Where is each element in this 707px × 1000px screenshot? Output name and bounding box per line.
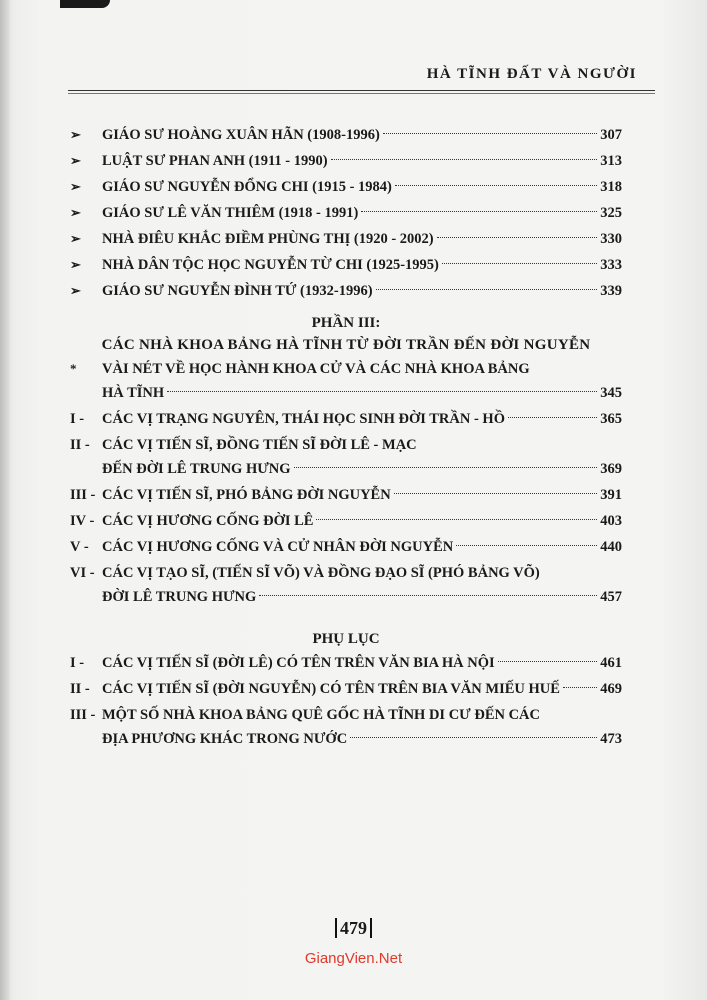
roman-marker: IV - bbox=[70, 513, 95, 529]
toc-entry-text: CÁC VỊ TIẾN SĨ (ĐỜI NGUYỄN) CÓ TÊN TRÊN BIA VĂN MIẾU HUẾ bbox=[102, 681, 560, 697]
toc-entry-vi-line1 bbox=[70, 560, 622, 584]
toc-entry-ii-line2 bbox=[70, 456, 622, 482]
dot-leader bbox=[316, 519, 597, 520]
page-number-value: 479 bbox=[335, 918, 372, 938]
dot-leader bbox=[294, 467, 598, 468]
toc-entry-text: CÁC VỊ TIẾN SĨ, ĐỒNG TIẾN SĨ ĐỜI LÊ - MẠC bbox=[102, 437, 417, 453]
toc-entry-text: CÁC VỊ TIẾN SĨ, PHÓ BẢNG ĐỜI NGUYỄN bbox=[102, 487, 391, 503]
toc-page-number: 369 bbox=[600, 461, 622, 477]
toc-page-number: 469 bbox=[600, 681, 622, 697]
toc-entry-text: NHÀ ĐIÊU KHẮC ĐIỀM PHÙNG THỊ (1920 - 2002) bbox=[102, 231, 434, 247]
roman-marker: II - bbox=[70, 437, 90, 453]
appendix-entry-ii bbox=[70, 676, 622, 702]
toc-entry-ii-line1 bbox=[70, 432, 622, 456]
toc-entry-text: ĐỊA PHƯƠNG KHÁC TRONG NƯỚC bbox=[102, 731, 348, 747]
arrow-bullet-icon: ➢ bbox=[70, 257, 81, 272]
toc-page-number: 473 bbox=[600, 731, 622, 747]
toc-entry bbox=[70, 174, 622, 200]
book-spine-shadow bbox=[0, 0, 10, 1000]
toc-page-number: 345 bbox=[600, 385, 622, 401]
toc-page-number: 457 bbox=[600, 589, 622, 605]
appendix-title: PHỤ LỤC bbox=[312, 631, 380, 647]
toc-entry-text: CÁC VỊ TIẾN SĨ (ĐỜI LÊ) CÓ TÊN TRÊN VĂN BIA HÀ NỘI bbox=[102, 655, 495, 671]
toc-entry-star-line2 bbox=[70, 380, 622, 406]
arrow-bullet-icon: ➢ bbox=[70, 231, 81, 246]
appendix-entry-i bbox=[70, 650, 622, 676]
dot-leader bbox=[167, 391, 597, 392]
toc-entry-text: CÁC VỊ HƯƠNG CỐNG ĐỜI LÊ bbox=[102, 513, 314, 529]
toc-page-number: 391 bbox=[600, 487, 622, 503]
toc-page-number: 318 bbox=[600, 179, 622, 195]
toc-entry-text: GIÁO SƯ LÊ VĂN THIÊM (1918 - 1991) bbox=[102, 205, 359, 221]
toc-entry-text: CÁC VỊ TẠO SĨ, (TIẾN SĨ VÕ) VÀ ĐỒNG ĐẠO SĨ (PHÓ BẢNG VÕ) bbox=[102, 565, 540, 581]
toc-entry-vi-line2 bbox=[70, 584, 622, 610]
toc-page-number: 339 bbox=[600, 283, 622, 299]
dot-leader bbox=[508, 417, 597, 418]
toc-entry-v bbox=[70, 534, 622, 560]
roman-marker: III - bbox=[70, 707, 96, 723]
toc-entry-text: GIÁO SƯ NGUYỄN ĐỔNG CHI (1915 - 1984) bbox=[102, 179, 392, 195]
toc-page-number: 403 bbox=[600, 513, 622, 529]
toc-entry-i bbox=[70, 406, 622, 432]
arrow-bullet-icon: ➢ bbox=[70, 127, 81, 142]
appendix-entry-iii-line1 bbox=[70, 702, 622, 726]
toc-entry bbox=[70, 200, 622, 226]
dot-leader bbox=[376, 289, 598, 290]
roman-marker: V - bbox=[70, 539, 89, 555]
roman-marker: I - bbox=[70, 655, 85, 671]
dot-leader bbox=[331, 159, 598, 160]
dot-leader bbox=[442, 263, 597, 264]
asterisk-marker: * bbox=[70, 361, 77, 376]
dot-leader bbox=[563, 687, 597, 688]
toc-page-number: 440 bbox=[600, 539, 622, 555]
page-number bbox=[0, 918, 707, 939]
arrow-bullet-icon: ➢ bbox=[70, 179, 81, 194]
arrow-bullet-icon: ➢ bbox=[70, 153, 81, 168]
toc-entry bbox=[70, 148, 622, 174]
roman-marker: II - bbox=[70, 681, 90, 697]
arrow-bullet-icon: ➢ bbox=[70, 283, 81, 298]
toc-page-number: 365 bbox=[600, 411, 622, 427]
toc-entry-text: HÀ TĨNH bbox=[102, 385, 165, 401]
roman-marker: I - bbox=[70, 411, 85, 427]
toc-entry-text: ĐẾN ĐỜI LÊ TRUNG HƯNG bbox=[102, 461, 291, 477]
dot-leader bbox=[394, 493, 598, 494]
header-rule bbox=[68, 90, 655, 94]
toc-entry-text: VÀI NÉT VỀ HỌC HÀNH KHOA CỬ VÀ CÁC NHÀ KHOA BẢNG bbox=[102, 361, 530, 377]
toc-page-number: 307 bbox=[600, 127, 622, 143]
arrow-bullet-icon: ➢ bbox=[70, 205, 81, 220]
dot-leader bbox=[395, 185, 597, 186]
site-watermark: GiangVien.Net bbox=[304, 950, 403, 967]
toc-entry-text: LUẬT SƯ PHAN ANH (1911 - 1990) bbox=[102, 153, 328, 169]
toc-entry-text: GIÁO SƯ HOÀNG XUÂN HÃN (1908-1996) bbox=[102, 127, 380, 143]
part3-subtitle: CÁC NHÀ KHOA BẢNG HÀ TĨNH TỪ ĐỜI TRẦN ĐẾN ĐỜI NGUYỄN bbox=[101, 337, 591, 353]
table-of-contents bbox=[70, 122, 622, 752]
toc-entry-text: MỘT SỐ NHÀ KHOA BẢNG QUÊ GỐC HÀ TĨNH DI CƯ ĐẾN CÁC bbox=[102, 707, 540, 723]
appendix-entry-iii-line2 bbox=[70, 726, 622, 752]
toc-entry bbox=[70, 122, 622, 148]
toc-entry bbox=[70, 252, 622, 278]
toc-entry-text: CÁC VỊ HƯƠNG CỐNG VÀ CỬ NHÂN ĐỜI NGUYỄN bbox=[102, 539, 454, 555]
toc-page-number: 330 bbox=[600, 231, 622, 247]
roman-marker: VI - bbox=[70, 565, 95, 581]
toc-entry-text: NHÀ DÂN TỘC HỌC NGUYỄN TỪ CHI (1925-1995) bbox=[102, 257, 439, 273]
toc-entry bbox=[70, 278, 622, 304]
dot-leader bbox=[437, 237, 598, 238]
toc-entry-text: ĐỜI LÊ TRUNG HƯNG bbox=[102, 589, 257, 605]
dot-leader bbox=[350, 737, 597, 738]
toc-entry-star-line1 bbox=[70, 356, 622, 380]
toc-page-number: 313 bbox=[600, 153, 622, 169]
dot-leader bbox=[498, 661, 598, 662]
toc-entry-text: GIÁO SƯ NGUYỄN ĐÌNH TỨ (1932-1996) bbox=[102, 283, 373, 299]
toc-entry-iv bbox=[70, 508, 622, 534]
dot-leader bbox=[259, 595, 597, 596]
roman-marker: III - bbox=[70, 487, 96, 503]
part3-title: PHẦN III: bbox=[311, 315, 381, 331]
running-header: HÀ TĨNH ĐẤT VÀ NGƯỜI bbox=[426, 66, 637, 82]
toc-page-number: 333 bbox=[600, 257, 622, 273]
toc-entry-iii bbox=[70, 482, 622, 508]
top-corner-shadow bbox=[60, 0, 110, 8]
dot-leader bbox=[456, 545, 597, 546]
toc-page-number: 325 bbox=[600, 205, 622, 221]
part2-entries bbox=[70, 122, 622, 304]
toc-page-number: 461 bbox=[600, 655, 622, 671]
dot-leader bbox=[383, 133, 597, 134]
toc-entry bbox=[70, 226, 622, 252]
toc-entry-text: CÁC VỊ TRẠNG NGUYÊN, THÁI HỌC SINH ĐỜI TRẦN - HỒ bbox=[102, 411, 505, 427]
dot-leader bbox=[361, 211, 597, 212]
